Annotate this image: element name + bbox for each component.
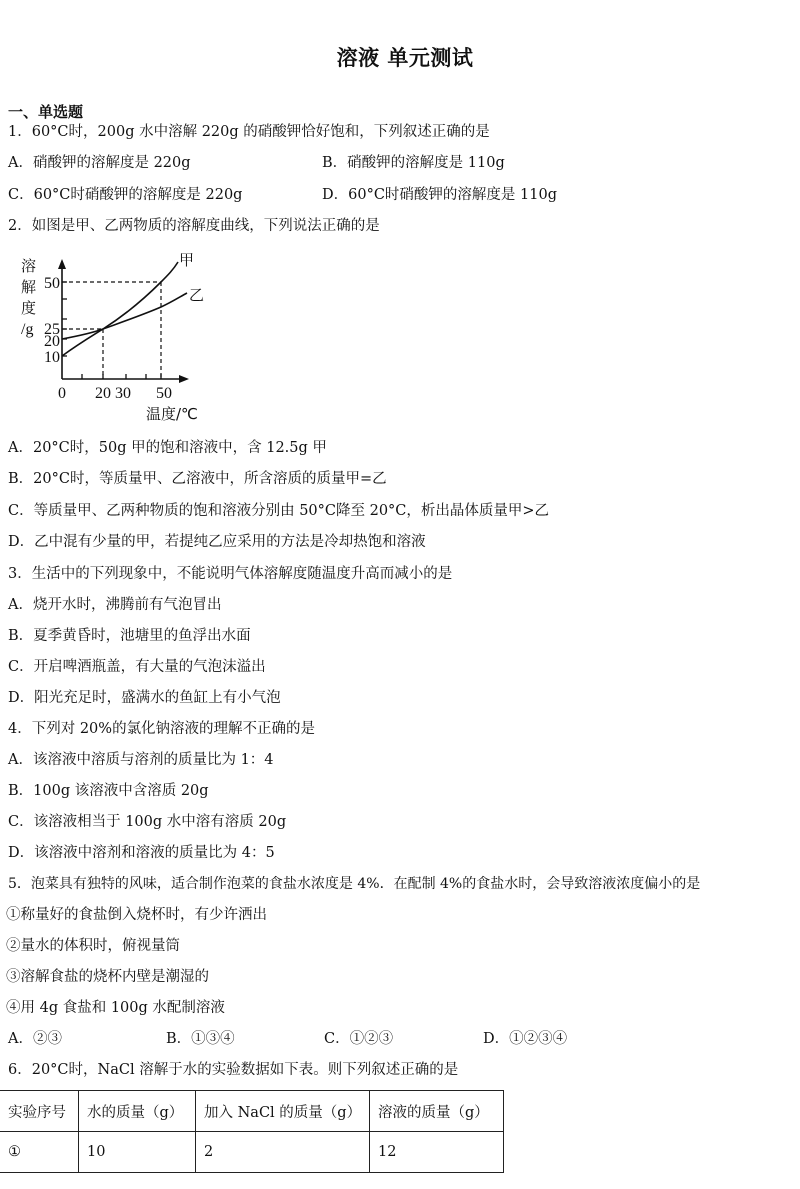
question-5-statement-4: ④用 4g 食盐和 100g 水配制溶液 [6,1000,225,1016]
experiment-data-table [0,1090,504,1173]
y-tick-label: 25 [44,321,60,338]
question-5-statement-2: ②量水的体积时，俯视量筒 [6,938,180,954]
question-4-option-d: D．该溶液中溶剂和溶液的质量比为 4：5 [8,845,275,861]
table-cell: ① [0,1132,79,1173]
y-axis-label-char: 溶 [21,257,37,275]
question-4-stem: 4．下列对 20%的氯化钠溶液的理解不正确的是 [8,721,316,737]
table-cell: 12 [370,1132,504,1173]
question-3-option-b: B．夏季黄昏时，池塘里的鱼浮出水面 [8,628,251,644]
question-4-option-b: B．100g 该溶液中含溶质 20g [8,783,209,799]
solubility-curve-graphic [0,240,230,430]
x-axis-label: 温度/℃ [146,405,198,423]
question-5-statement-1: ①称量好的食盐倒入烧杯时，有少许洒出 [6,907,267,923]
question-2-option-a: A．20°C时，50g 甲的饱和溶液中，含 12.5g 甲 [8,440,327,456]
question-2-option-c: C．等质量甲、乙两种物质的饱和溶液分别由 50°C降至 20°C，析出晶体质量甲>乙 [8,503,550,519]
series-label-yi: 乙 [189,286,205,304]
table-cell: 2 [196,1132,370,1173]
question-5-statement-3: ③溶解食盐的烧杯内壁是潮湿的 [6,969,209,985]
table-row [0,1132,504,1173]
question-4-option-a: A．该溶液中溶质与溶剂的质量比为 1：4 [8,752,274,768]
question-4-option-c: C．该溶液相当于 100g 水中溶有溶质 20g [8,814,287,830]
y-axis-label-unit: /g [21,321,34,338]
question-3-option-a: A．烧开水时，沸腾前有气泡冒出 [8,597,222,613]
y-axis-label-char: 解 [21,278,37,296]
x-tick-label: 20 30 [95,385,131,402]
question-1-option-b: B．硝酸钾的溶解度是 110g [322,155,505,171]
question-3-option-d: D．阳光充足时，盛满水的鱼缸上有小气泡 [8,690,281,706]
question-3-option-c: C．开启啤酒瓶盖，有大量的气泡沫溢出 [8,659,266,675]
y-axis-arrow-icon [58,259,66,269]
question-2-option-d: D．乙中混有少量的甲，若提纯乙应采用的方法是冷却热饱和溶液 [8,534,426,550]
question-1-option-d: D．60°C时硝酸钾的溶解度是 110g [322,187,557,203]
question-1-stem: 1．60°C时，200g 水中溶解 220g 的硝酸钾恰好饱和，下列叙述正确的是 [8,124,490,140]
y-tick-label: 50 [44,275,60,292]
table-header-row [0,1091,504,1132]
table-header-cell: 水的质量（g） [79,1091,196,1132]
table-header-cell: 溶液的质量（g） [370,1091,504,1132]
table-cell: 10 [79,1132,196,1173]
table-header-cell: 加入 NaCl 的质量（g） [196,1091,370,1132]
series-label-jia: 甲 [179,251,195,269]
question-5-option-c: C．①②③ [324,1031,394,1047]
question-3-stem: 3．生活中的下列现象中，不能说明气体溶解度随温度升高而减小的是 [8,566,453,582]
question-5-option-d: D．①②③④ [483,1031,568,1047]
x-axis-arrow-icon [179,375,189,383]
x-tick-label: 0 [58,385,66,402]
question-1-option-a: A．硝酸钾的溶解度是 220g [8,155,191,171]
question-2-option-b: B．20°C时，等质量甲、乙溶液中，所含溶质的质量甲=乙 [8,471,387,487]
section-heading: 一、单选题 [8,103,84,121]
question-5-option-b: B．①③④ [166,1031,235,1047]
question-6-stem: 6．20°C时，NaCl 溶解于水的实验数据如下表。则下列叙述正确的是 [8,1062,459,1078]
y-tick-label: 10 [44,349,60,366]
question-1-option-c: C．60°C时硝酸钾的溶解度是 220g [8,187,243,203]
question-2-stem: 2．如图是甲、乙两物质的溶解度曲线，下列说法正确的是 [8,218,380,234]
solubility-chart [0,240,230,430]
x-tick-label: 50 [156,385,172,402]
question-5-option-a: A．②③ [8,1031,62,1047]
y-tick-label: 20 [44,333,60,350]
table-header-cell: 实验序号 [0,1091,79,1132]
y-axis-label-char: 度 [21,299,37,317]
page-title: 溶液 单元测试 [336,46,474,70]
curve-yi [62,293,187,339]
question-5-stem: 5．泡菜具有独特的风味，适合制作泡菜的食盐水浓度是 4%．在配制 4%的食盐水时，会导致溶液浓度偏小的是 [8,876,701,892]
